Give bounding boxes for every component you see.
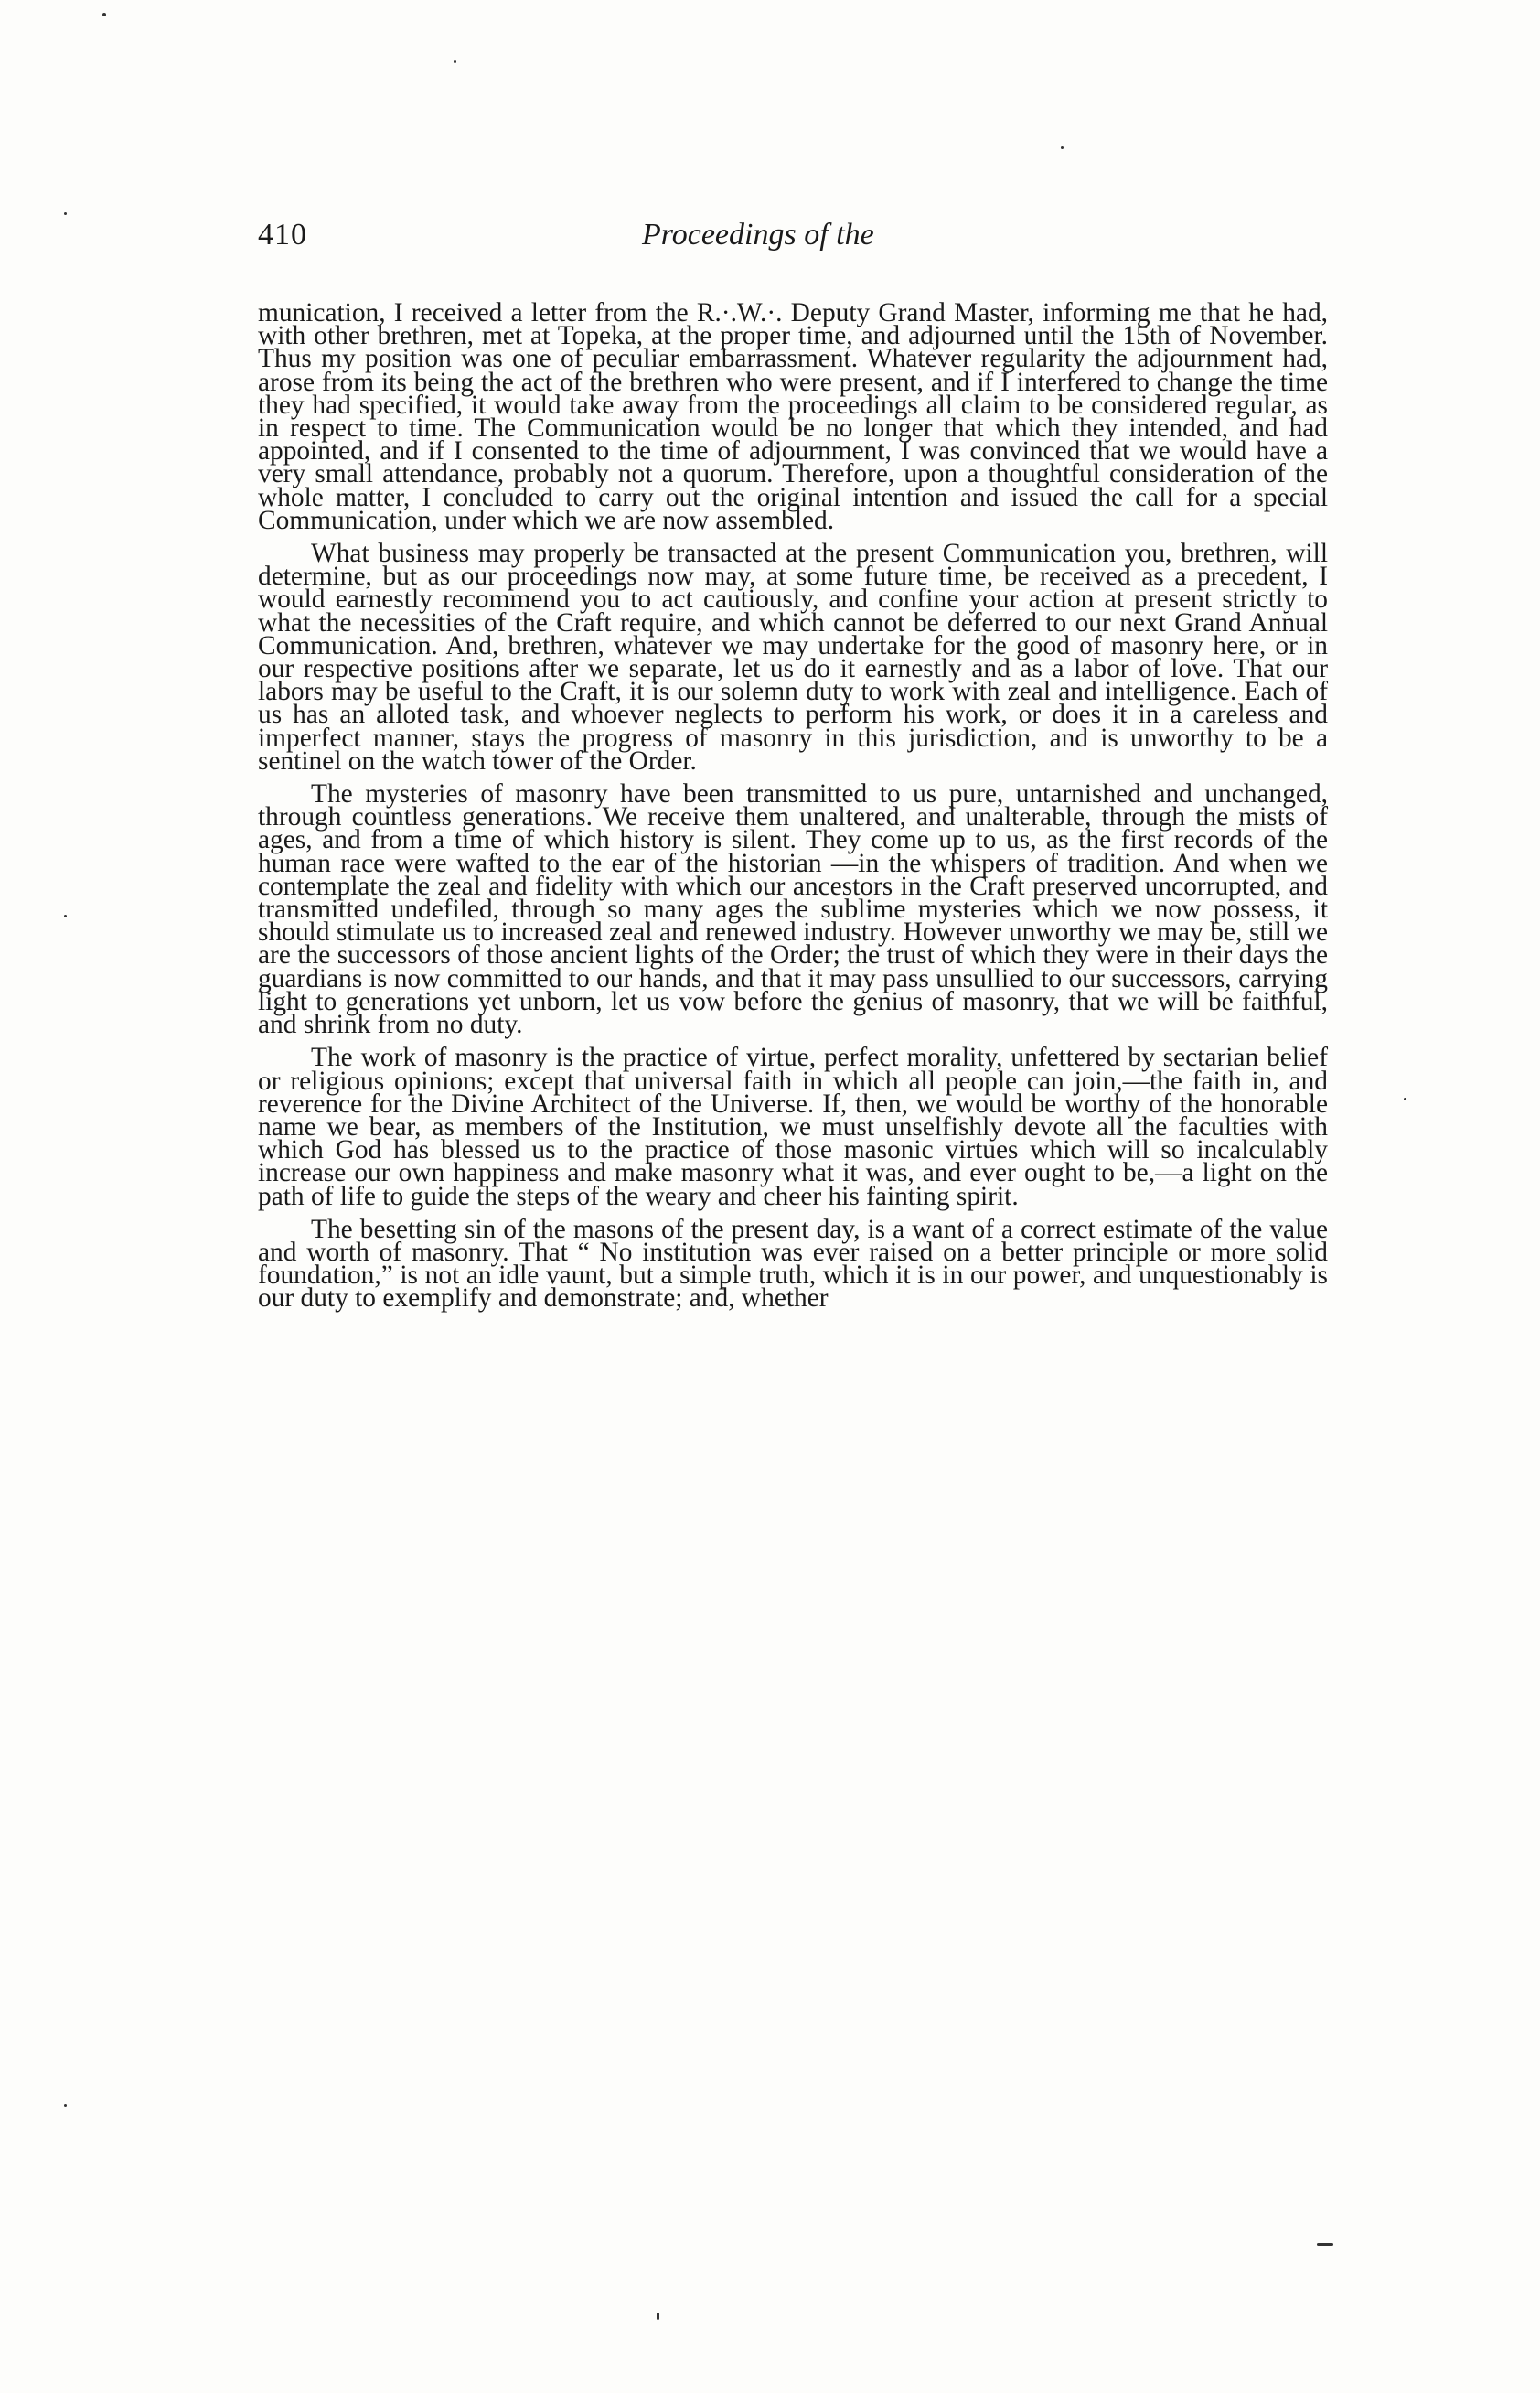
scan-speck [102,13,106,16]
scan-speck [454,60,456,63]
scan-speck [657,2313,659,2320]
paragraph-continuation: munication, I received a letter from the R.·.W.·. Deputy Grand Master, informing me that he had, with other brethren, met at Topeka, at the proper time, and adjourned until the 15th of November. Thus my position was one of peculiar embarrassment. Whatever regularity the adjournment had, arose from its being the act of the brethren who were present, and if I interfered to change the time they had specified, it would take away from the proceedings all claim to be considered regular, as in respect to time. The Communication would be no longer that which they intended, and had appointed, and if I consented to the time of adjournment, I was convinced that we would have a very small attendance, probably not a quorum. Therefore, upon a thoughtful consideration of the whole matter, I concluded to carry out the original intention and issued the call for a special Communication, under which we are now assembled. [258,298,1328,535]
paragraph-mysteries: The mysteries of masonry have been transmitted to us pure, untarnished and unchanged, through countless generations. We receive them unaltered, and unalterable, through the mists of ages, and from a time of which history is silent. They come up to us, as the first records of the human race were wafted to the ear of the historian —in the whispers of tradition. And when we contemplate the zeal and fidelity with which our ancestors in the Craft preserved uncorrupted, and transmitted undefiled, through so many ages the sublime mysteries which we now possess, it should stimulate us to increased zeal and renewed industry. However unworthy we may be, still we are the successors of those ancient lights of the Order; the trust of which they were in their days the guardians is now committed to our hands, and that it may pass unsullied to our successors, carrying light to generations yet unborn, let us vow before the genius of masonry, that we will be faithful, and shrink from no duty. [258,779,1328,1040]
running-title: Proceedings of the [642,218,874,252]
scan-speck [1317,2243,1333,2246]
paragraph-besetting-sin: The besetting sin of the masons of the present day, is a want of a correct estimate of the value and worth of masonry. That “ No institution was ever raised on a better principle or more solid foundation,” is not an idle vaunt, but a simple truth, which it is in our power, and unquestionably is our duty to exemplify and demonstrate; and, whether [258,1214,1328,1314]
body-text [258,298,1328,1321]
page-number: 410 [258,218,307,252]
scan-speck [64,2104,67,2107]
scan-speck [64,915,67,917]
page-header [258,218,1328,263]
scan-speck [64,212,67,215]
paragraph-business: What business may properly be transacted at the present Communication you, brethren, will determine, but as our proceedings now may, at some future time, be received as a precedent, I would earnestly recommend you to act cautiously, and confine your action at present strictly to what the necessities of the Craft require, and which cannot be deferred to our next Grand Annual Communication. And, brethren, whatever we may undertake for the good of masonry here, or in our respective positions after we separate, let us do it earnestly and as a labor of love. That our labors may be useful to the Craft, it is our solemn duty to work with zeal and intelligence. Each of us has an alloted task, and whoever neglects to perform his work, or does it in a careless and imperfect manner, stays the progress of masonry in this jurisdiction, and is unworthy to be a sentinel on the watch tower of the Order. [258,539,1328,776]
scan-speck [1061,146,1064,149]
scan-speck [1404,1098,1406,1100]
paragraph-work-of-masonry: The work of masonry is the practice of virtue, perfect morality, unfettered by sectarian belief or religious opinions; except that universal faith in which all people can join,—the faith in, and reverence for the Divine Architect of the Universe. If, then, we would be worthy of the honorable name we bear, as members of the Institution, we must unselfishly devote all the faculties with which God has blessed us to the practice of those masonic virtues which will so incalculably increase our own happiness and make masonry what it was, and ever ought to be,—a light on the path of life to guide the steps of the weary and cheer his fainting spirit. [258,1043,1328,1211]
